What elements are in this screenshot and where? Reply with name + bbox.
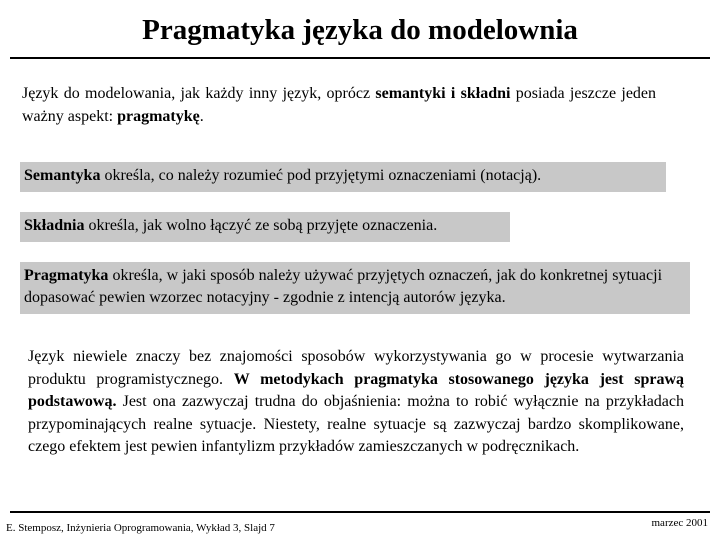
intro-bold-1: semantyki i składni — [375, 85, 511, 102]
definition-text: określa, co należy rozumieć pod przyjętymi oznaczeniami (notacją). — [100, 167, 542, 184]
definition-box-semantyka — [20, 162, 666, 192]
intro-bold-2: pragmatykę — [117, 108, 200, 125]
body-bold: W metodykach pragmatyka stosowanego języka jest sprawą podstawową. — [28, 370, 684, 410]
intro-text-3: . — [199, 108, 204, 125]
intro-text-2: posiada jeszcze jeden ważny aspekt: — [22, 85, 657, 125]
definition-box-skladnia — [20, 212, 510, 242]
intro-paragraph — [22, 82, 656, 128]
title-divider — [10, 57, 710, 59]
footer-author: E. Stemposz, Inżynieria Oprogramowania, Wykład 3, Slajd 7 — [6, 522, 275, 534]
footer-divider — [10, 511, 710, 513]
definition-term: Składnia — [24, 217, 85, 234]
body-text-1: Język niewiele znaczy bez znajomości sposobów wykorzystywania go w procesie wytwarzania produktu programistycznego. — [28, 348, 684, 388]
definition-term: Semantyka — [24, 167, 101, 184]
definition-box-pragmatyka — [20, 262, 690, 314]
slide-title: Pragmatyka języka do modelownia — [142, 14, 578, 46]
definition-term: Pragmatyka — [24, 267, 109, 284]
intro-text-1: Język do modelowania, jak każdy inny język, oprócz — [22, 85, 376, 102]
body-paragraph — [28, 346, 684, 459]
definition-text: określa, w jaki sposób należy używać przyjętych oznaczeń, jak do konkretnej sytuacji dopasować pewien wzorzec notacyjny - zgodnie z intencją autorów języka. — [24, 267, 663, 306]
footer-date: marzec 2001 — [651, 517, 708, 529]
definition-text: określa, jak wolno łączyć ze sobą przyjęte oznaczenia. — [84, 217, 438, 234]
body-text-2: Jest ona zazwyczaj trudna do objaśnienia: można to robić wyłącznie na przykładach przypominających realne sytuacje. Niestety, realne sytuacje są zazwyczaj bardzo skomplikowane, czego efektem jest pewien infantylizm przykładów zamieszczanych w podręcznikach. — [28, 393, 684, 455]
